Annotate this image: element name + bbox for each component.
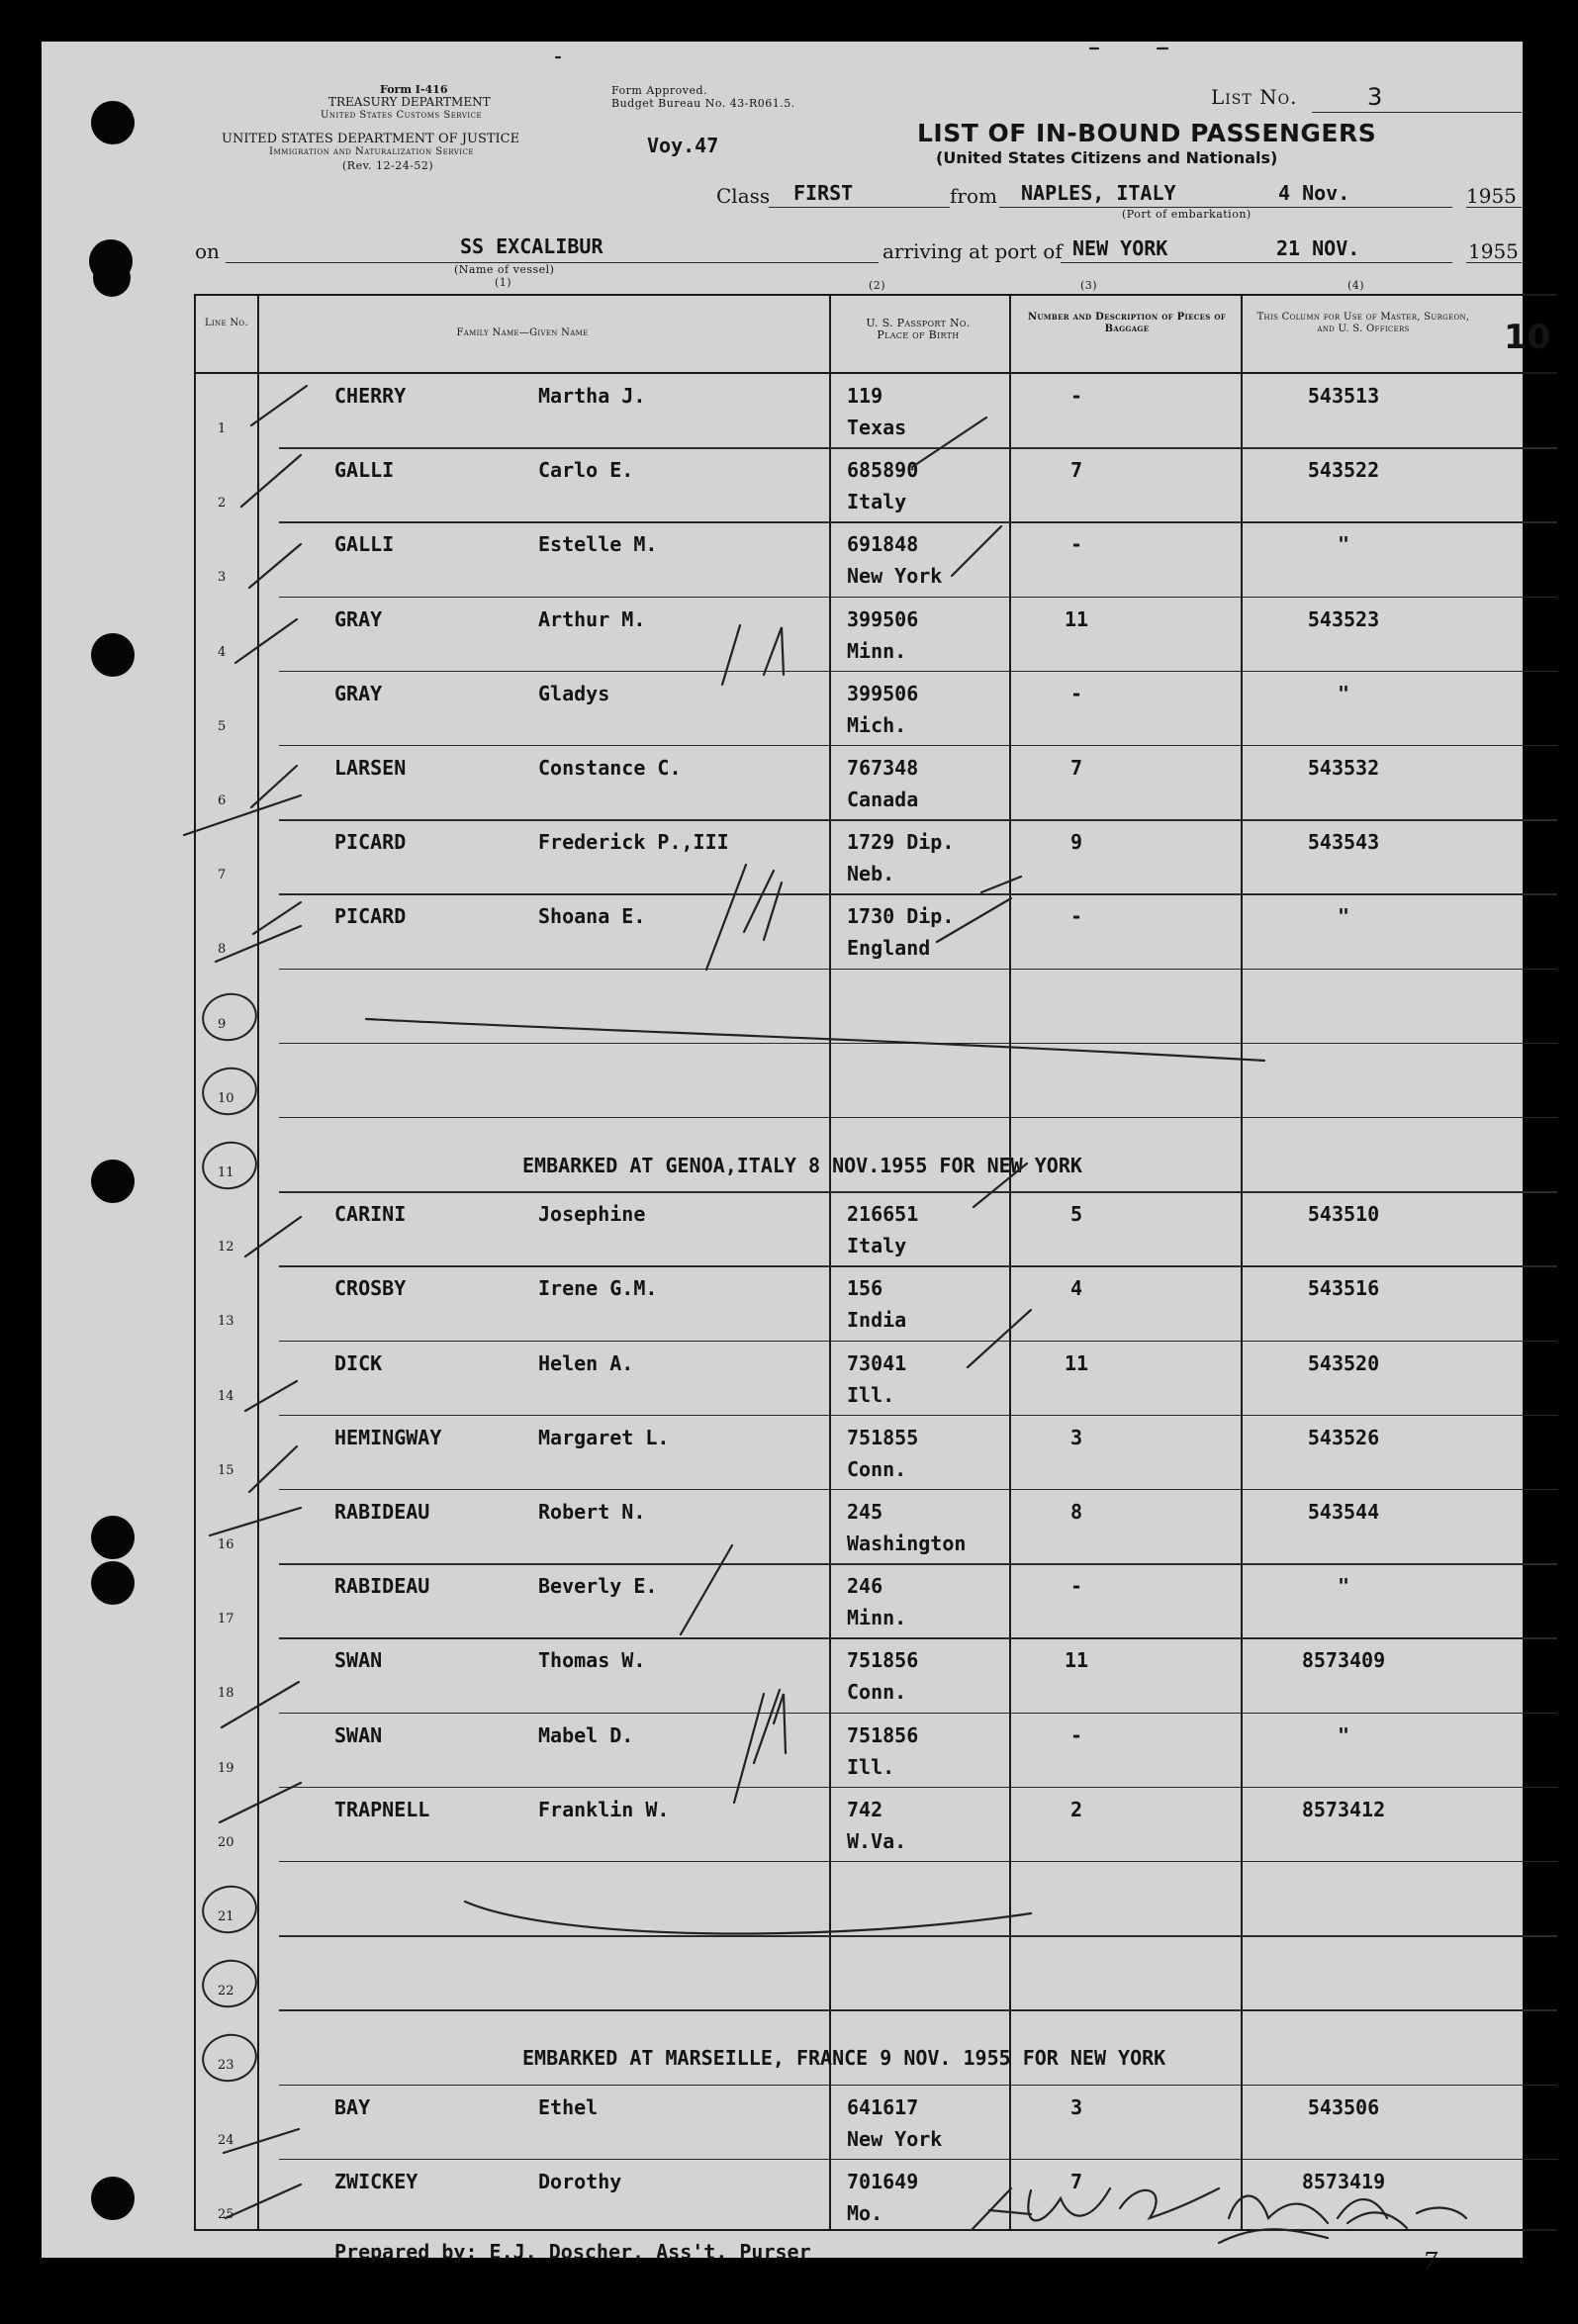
family-name: PICARD: [334, 904, 407, 929]
table-row: [196, 1416, 1557, 1490]
document-title: LIST OF IN-BOUND PASSENGERS: [917, 119, 1377, 147]
place-of-birth: England: [847, 936, 931, 961]
line-number: 23: [218, 2058, 234, 2074]
family-name: LARSEN: [334, 756, 407, 780]
officer-number: 543526: [1307, 1425, 1380, 1449]
officer-number: ": [1337, 681, 1350, 705]
line-number-circle: [198, 987, 262, 1046]
arrival-port: NEW YORK: [1072, 236, 1168, 260]
place-of-birth: Mo.: [847, 2200, 883, 2225]
baggage-count: 7: [1069, 756, 1083, 780]
place-of-birth: Italy: [847, 490, 907, 514]
passport-number: 691848: [847, 532, 919, 557]
baggage-count: 11: [1064, 1648, 1089, 1673]
from-year-underline: [1466, 206, 1522, 208]
form-number: Form I-416: [380, 83, 448, 96]
line-number: 10: [218, 1090, 234, 1106]
line-number: 14: [218, 1388, 234, 1404]
budget-bureau: Budget Bureau No. 43-R061.5.: [611, 97, 795, 110]
line-number: 16: [218, 1537, 234, 1552]
table-row: [196, 1638, 1557, 1713]
given-name: Carlo E.: [538, 458, 634, 483]
line-number: 21: [218, 1909, 234, 1924]
table-row: [196, 1044, 1557, 1118]
given-name: Mabel D.: [538, 1722, 634, 1747]
given-name: Constance C.: [538, 756, 682, 780]
class-label: Class: [716, 184, 771, 208]
line-number: 17: [218, 1612, 234, 1627]
baggage-count: 3: [1069, 1425, 1083, 1449]
embarkation-row: [196, 1118, 1557, 1192]
pen-mark: [556, 48, 1167, 57]
arrival-date: 21 NOV.: [1276, 236, 1360, 260]
header-line-no: Line No.: [205, 318, 248, 328]
given-name: Ethel: [538, 2094, 599, 2119]
line-number: 24: [218, 2132, 234, 2148]
punch-hole: [91, 1160, 135, 1203]
officer-number: 543544: [1307, 1500, 1380, 1524]
family-name: RABIDEAU: [334, 1574, 430, 1599]
line-number: 12: [218, 1240, 234, 1255]
punch-hole: [91, 1516, 135, 1559]
passport-number: 641617: [847, 2094, 919, 2119]
line-number: 2: [218, 496, 227, 511]
line-number: 7: [218, 868, 227, 883]
header-name: Family Name—Given Name: [456, 327, 589, 338]
family-name: GRAY: [334, 681, 383, 705]
baggage-count: -: [1069, 681, 1083, 705]
family-name: HEMINGWAY: [334, 1425, 442, 1449]
family-name: CROSBY: [334, 1276, 407, 1301]
document-page: [42, 42, 1551, 2276]
baggage-count: -: [1069, 1722, 1083, 1747]
place-of-birth: Conn.: [847, 1456, 907, 1481]
baggage-count: 3: [1069, 2094, 1083, 2119]
header-baggage: Number and Description of Pieces of Baggage: [1027, 312, 1227, 334]
place-of-birth: Texas: [847, 416, 907, 439]
line-number: 1: [218, 421, 227, 436]
given-name: Beverly E.: [538, 1574, 658, 1599]
table-row: [196, 2160, 1557, 2234]
officer-number: ": [1337, 904, 1350, 929]
officer-number: 8573409: [1301, 1648, 1386, 1673]
from-date: 4 Nov.: [1278, 181, 1350, 205]
embarkation-note: EMBARKED AT MARSEILLE, FRANCE 9 NOV. 1955 FOR NEW YORK: [522, 2046, 1166, 2071]
col-number-4: (4): [1347, 279, 1365, 292]
place-of-birth: Conn.: [847, 1680, 907, 1705]
line-number: 3: [218, 570, 227, 586]
table-row: [196, 1266, 1557, 1341]
table-row: [196, 1936, 1557, 2010]
passport-number: 751856: [847, 1648, 919, 1673]
table-row: [196, 1862, 1557, 1936]
form-approved: Form Approved.: [611, 84, 708, 97]
prepared-by: Prepared by: E.J. Doscher, Ass't. Purser: [334, 2240, 811, 2264]
justice-dept: UNITED STATES DEPARTMENT OF JUSTICE: [222, 132, 520, 146]
from-port: NAPLES, ITALY: [1021, 181, 1176, 205]
given-name: Estelle M.: [538, 532, 658, 557]
place-of-birth: Minn.: [847, 1606, 907, 1630]
table-row: [196, 1714, 1557, 1788]
line-number: 5: [218, 718, 227, 734]
family-name: GALLI: [334, 458, 395, 483]
line-number: 25: [218, 2206, 234, 2222]
given-name: Irene G.M.: [538, 1276, 658, 1301]
table-row: [196, 1342, 1557, 1416]
baggage-count: -: [1069, 384, 1083, 408]
header-passport: U. S. Passport No. Place of Birth: [866, 317, 971, 341]
officer-number: ": [1337, 1722, 1350, 1747]
baggage-count: 9: [1069, 830, 1083, 855]
officer-number: 543513: [1307, 384, 1380, 408]
place-of-birth: Ill.: [847, 1754, 895, 1779]
col-number-2: (2): [869, 279, 886, 292]
on-label: on: [195, 239, 220, 263]
line-number: 22: [218, 1984, 234, 1999]
family-name: ZWICKEY: [334, 2169, 418, 2193]
punch-hole: [91, 2177, 135, 2220]
baggage-count: 11: [1064, 1350, 1089, 1375]
list-no-label: List No.: [1211, 85, 1298, 109]
given-name: Gladys: [538, 681, 610, 705]
arrival-year-underline: [1466, 261, 1522, 263]
passenger-table: [194, 294, 1557, 2231]
punch-hole: [91, 101, 135, 144]
baggage-count: -: [1069, 532, 1083, 557]
given-name: Robert N.: [538, 1500, 646, 1524]
line-number-circle: [198, 1881, 262, 1939]
family-name: SWAN: [334, 1648, 383, 1673]
punch-hole: [91, 1561, 135, 1605]
line-number: 18: [218, 1686, 234, 1702]
line-number: 9: [218, 1016, 227, 1032]
given-name: Margaret L.: [538, 1425, 670, 1449]
header-officers: This Column for Use of Master, Surgeon, and U. S. Officers: [1256, 312, 1470, 334]
table-row: [196, 598, 1557, 672]
officer-number: 543543: [1307, 830, 1380, 855]
given-name: Franklin W.: [538, 1797, 670, 1821]
officer-number: 543520: [1307, 1350, 1380, 1375]
passport-number: 245: [847, 1500, 883, 1524]
punch-hole: [93, 259, 131, 297]
vessel-caption-no: (1): [495, 276, 512, 289]
table-row: [196, 374, 1557, 448]
passport-number: 1730 Dip.: [847, 904, 955, 929]
arrival-year: 1955: [1468, 239, 1519, 263]
customs-service: United States Customs Service: [321, 110, 483, 121]
place-of-birth: Mich.: [847, 712, 907, 737]
table-row: [196, 746, 1557, 820]
family-name: RABIDEAU: [334, 1500, 430, 1524]
baggage-count: -: [1069, 904, 1083, 929]
place-of-birth: New York: [847, 564, 943, 589]
officer-number: 543523: [1307, 606, 1380, 631]
officer-number: 543516: [1307, 1276, 1380, 1301]
table-row: [196, 1490, 1557, 1564]
table-row: [196, 894, 1557, 969]
given-name: Shoana E.: [538, 904, 646, 929]
list-no-line: [1312, 111, 1522, 113]
place-of-birth: Italy: [847, 1234, 907, 1258]
family-name: DICK: [334, 1350, 383, 1375]
passport-number: 701649: [847, 2169, 919, 2193]
place-of-birth: Washington: [847, 1532, 967, 1555]
vessel-caption: (Name of vessel): [454, 263, 555, 276]
place-of-birth: W.Va.: [847, 1828, 907, 1853]
baggage-count: 5: [1069, 1202, 1083, 1227]
given-name: Arthur M.: [538, 606, 646, 631]
line-number: 19: [218, 1760, 234, 1776]
line-number: 11: [218, 1165, 234, 1180]
family-name: CARINI: [334, 1202, 407, 1227]
given-name: Josephine: [538, 1202, 646, 1227]
place-of-birth: India: [847, 1308, 907, 1333]
passport-number: 751856: [847, 1722, 919, 1747]
passport-number: 742: [847, 1797, 883, 1821]
family-name: TRAPNELL: [334, 1797, 430, 1821]
officer-number: 543532: [1307, 756, 1380, 780]
line-number: 4: [218, 644, 227, 660]
family-name: PICARD: [334, 830, 407, 855]
passport-number: 216651: [847, 1202, 919, 1227]
passport-number: 1729 Dip.: [847, 830, 955, 855]
embarkation-note: EMBARKED AT GENOA,ITALY 8 NOV.1955 FOR NEW YORK: [522, 1154, 1082, 1177]
line-number: 8: [218, 942, 227, 958]
table-row: [196, 448, 1557, 522]
baggage-count: 11: [1064, 606, 1089, 631]
place-of-birth: Minn.: [847, 638, 907, 663]
passport-number: 767348: [847, 756, 919, 780]
passport-number: 73041: [847, 1350, 907, 1375]
document-subtitle: (United States Citizens and Nationals): [936, 148, 1278, 167]
officer-number: 543522: [1307, 458, 1380, 483]
baggage-count: 7: [1069, 458, 1083, 483]
officer-number: 8573419: [1301, 2169, 1386, 2193]
family-name: SWAN: [334, 1722, 383, 1747]
line-number: 6: [218, 793, 227, 808]
revision: (Rev. 12-24-52): [342, 159, 434, 172]
officer-number: 8573412: [1301, 1797, 1386, 1821]
class-value: FIRST: [793, 181, 854, 205]
line-number-circle: [198, 1062, 262, 1120]
given-name: Frederick P.,III: [538, 830, 729, 855]
officer-number: 543506: [1307, 2094, 1380, 2119]
family-name: GRAY: [334, 606, 383, 631]
line-number: 20: [218, 1834, 234, 1850]
baggage-count: 2: [1069, 1797, 1083, 1821]
arriving-underline: [1061, 261, 1452, 263]
passport-number: 156: [847, 1276, 883, 1301]
given-name: Dorothy: [538, 2169, 622, 2193]
place-of-birth: Ill.: [847, 1382, 895, 1407]
col-number-3: (3): [1080, 279, 1098, 292]
passport-number: 751855: [847, 1425, 919, 1449]
baggage-count: 7: [1069, 2169, 1083, 2193]
voyage-number: Voy.47: [647, 134, 719, 157]
family-name: CHERRY: [334, 384, 407, 408]
line-number: 13: [218, 1314, 234, 1330]
from-label: from: [950, 184, 997, 208]
line-number: 15: [218, 1462, 234, 1478]
line-number-circle: [198, 1955, 262, 2013]
family-name: GALLI: [334, 532, 395, 557]
given-name: Helen A.: [538, 1350, 634, 1375]
place-of-birth: New York: [847, 2126, 943, 2151]
table-row: [196, 820, 1557, 894]
family-name: BAY: [334, 2094, 371, 2119]
table-row: [196, 1564, 1557, 1638]
from-year: 1955: [1466, 184, 1517, 208]
place-of-birth: Neb.: [847, 862, 895, 886]
arriving-label: arriving at port of: [882, 239, 1063, 263]
handwritten-corner-number: 10: [1504, 318, 1551, 357]
table-row: [196, 970, 1557, 1044]
passport-number: 119: [847, 384, 883, 408]
baggage-count: 8: [1069, 1500, 1083, 1524]
treasury-dept: TREASURY DEPARTMENT: [328, 95, 491, 109]
passport-number: 246: [847, 1574, 883, 1599]
place-of-birth: Canada: [847, 788, 919, 811]
table-row: [196, 1788, 1557, 1862]
table-row: [196, 1192, 1557, 1266]
table-row: [196, 2086, 1557, 2160]
class-underline: [769, 206, 950, 208]
page-mark: 7: [1423, 2248, 1439, 2276]
given-name: Martha J.: [538, 384, 646, 408]
list-no-value: 3: [1367, 83, 1383, 111]
officer-number: ": [1337, 1574, 1350, 1599]
vessel-name: SS EXCALIBUR: [460, 234, 603, 258]
ins-service: Immigration and Naturalization Service: [269, 146, 475, 157]
passport-number: 685890: [847, 458, 919, 483]
table-row: [196, 522, 1557, 597]
passport-number: 399506: [847, 606, 919, 631]
baggage-count: -: [1069, 1574, 1083, 1599]
officer-number: ": [1337, 532, 1350, 557]
baggage-count: 4: [1069, 1276, 1083, 1301]
given-name: Thomas W.: [538, 1648, 646, 1673]
port-embark-caption: (Port of embarkation): [1122, 208, 1252, 221]
passport-number: 399506: [847, 681, 919, 705]
table-row: [196, 672, 1557, 746]
embarkation-row: [196, 2010, 1557, 2085]
line-number-circle: [198, 2029, 262, 2088]
officer-number: 543510: [1307, 1202, 1380, 1227]
line-number-circle: [198, 1137, 262, 1195]
punch-hole: [91, 633, 135, 677]
